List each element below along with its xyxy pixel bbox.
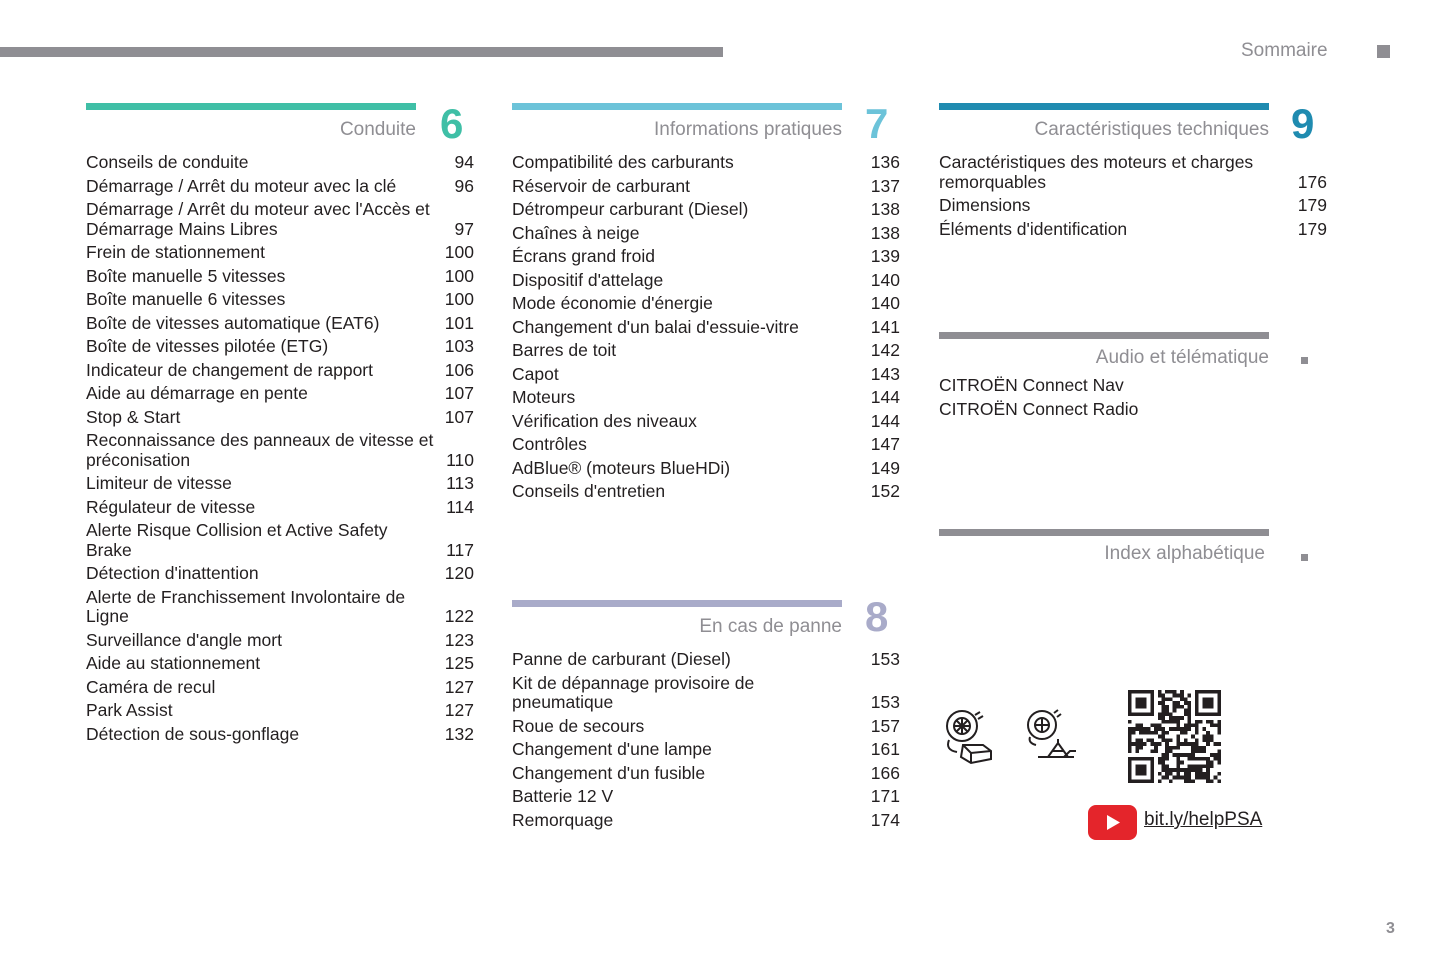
toc-entry-page: 147 [870,434,900,454]
page-number: 3 [1386,920,1395,937]
toc-entry-page: 117 [446,539,474,560]
toc-entry[interactable] [86,200,474,243]
toc-entry[interactable] [512,674,900,717]
toc-entry-page: 171 [870,786,900,806]
section-color-bar [939,529,1269,536]
toc-entry-label: Aide au démarrage en pente [86,383,308,403]
toc-entry-label: Moteurs [512,387,576,407]
toc-entry-page: 179 [1297,195,1327,215]
toc-list [86,153,474,748]
toc-entry[interactable] [86,588,474,631]
toc-entry-page: 100 [444,289,474,309]
toc-entry-label: Stop & Start [86,406,181,427]
toc-entry[interactable] [86,314,474,338]
toc-entry-label: Roue de secours [512,715,645,736]
toc-entry-label: Démarrage / Arrêt du moteur avec l'Accès et Démarrage Mains Libres [86,199,430,239]
toc-entry-page: 157 [870,715,900,736]
toc-entry[interactable] [512,459,900,483]
toc-entry-page: 106 [444,359,474,380]
youtube-icon[interactable] [1088,805,1137,840]
toc-entry-label: Détrompeur carburant (Diesel) [512,199,749,219]
toc-entry[interactable] [86,725,474,749]
toc-entry-page: 107 [444,406,474,427]
toc-entry-page: 144 [870,410,900,431]
toc-entry-label: Capot [512,363,559,384]
toc-entry[interactable] [512,787,900,811]
toc-entry-label: Détection de sous-gonflage [86,723,300,744]
toc-entry-page: 132 [444,723,474,744]
toc-entry-label: Barres de toit [512,340,617,360]
section-number: 6 [440,100,464,147]
toc-entry[interactable] [512,811,900,835]
toc-entry[interactable] [86,654,474,678]
toc-entry-page: 139 [870,246,900,266]
section-title: Audio et télématique [1095,347,1269,368]
toc-entry[interactable] [86,431,474,474]
toc-entry[interactable] [939,196,1327,220]
toc-entry-label: Vérification des niveaux [512,410,697,431]
toc-entry-page: 144 [870,387,900,407]
toc-entry-label: Limiteur de vitesse [86,473,232,493]
qr-code[interactable] [1128,690,1221,783]
toc-entry-page: 127 [444,700,474,720]
toc-list [512,650,900,834]
toc-entry[interactable] [86,267,474,291]
section-title: Informations pratiques [654,119,842,140]
toc-entry-page: 136 [870,152,900,172]
toc-entry-label: Mode économie d'énergie [512,293,713,313]
toc-entry-page: 179 [1297,218,1327,239]
section-number: 9 [1291,100,1315,147]
help-link[interactable]: bit.ly/helpPSA [1144,809,1263,830]
toc-entry-label: Aide au stationnement [86,653,261,673]
toc-entry-label: Batterie 12 V [512,786,614,806]
section-color-bar [939,103,1269,110]
toc-entry[interactable] [512,482,900,506]
toc-entry-label: Alerte de Franchissement Involontaire de Ligne [86,586,406,626]
toc-entry-page: 114 [446,496,474,517]
section-color-bar [512,103,842,110]
toc-entry-page: 143 [870,363,900,384]
toc-entry[interactable] [512,200,900,224]
toc-list [512,153,900,506]
toc-entry[interactable] [86,384,474,408]
toc-entry[interactable] [512,294,900,318]
toc-entry-label: Réservoir de carburant [512,175,690,196]
section-color-bar [512,600,842,607]
toc-entry[interactable] [939,220,1327,244]
toc-entry-label: Caractéristiques des moteurs et charges remorquables [939,152,1254,192]
toc-entry-label: Contrôles [512,434,587,454]
toc-entry-label: Dispositif d'attelage [512,269,664,290]
toc-entry-page: 103 [444,336,474,356]
toc-entry-page: 94 [454,152,474,172]
toc-entry-page: 125 [444,653,474,673]
toc-entry-page: 140 [870,293,900,313]
toc-entry-label: CITROËN Connect Nav [939,375,1124,395]
toc-entry[interactable] [512,271,900,295]
toc-entry[interactable] [512,177,900,201]
toc-list [939,153,1327,243]
toc-entry-page: 96 [454,175,474,196]
toc-entry-label: Remorquage [512,809,614,830]
toc-entry-page: 152 [870,481,900,501]
toc-entry-label: Changement d'un balai d'essuie-vitre [512,316,799,337]
toc-entry-label: Démarrage / Arrêt du moteur avec la clé [86,175,397,196]
toc-entry-label: Boîte manuelle 6 vitesses [86,289,286,309]
toc-entry-page: 140 [870,269,900,290]
toc-entry-page: 153 [870,692,900,712]
toc-entry[interactable] [512,224,900,248]
toc-entry-page: 100 [444,265,474,286]
toc-entry[interactable] [939,400,1269,424]
toc-entry[interactable] [86,521,474,564]
toc-entry-page: 120 [444,563,474,583]
toc-entry-page: 138 [870,199,900,219]
toc-entry[interactable] [86,153,474,177]
toc-entry-label: Régulateur de vitesse [86,496,256,517]
toc-entry-label: Alerte Risque Collision et Active Safety Brake [86,520,388,560]
header-square-icon [1377,45,1390,58]
toc-entry[interactable] [512,341,900,365]
toc-entry-page: 97 [454,218,474,239]
toc-entry[interactable] [512,435,900,459]
toc-entry-label: Boîte manuelle 5 vitesses [86,265,286,286]
toc-entry-label: Frein de stationnement [86,242,265,262]
section-title: Caractéristiques techniques [1034,119,1269,140]
toc-entry-label: Conseils d'entretien [512,481,666,501]
toc-entry-label: Dimensions [939,195,1031,215]
toc-entry[interactable] [86,564,474,588]
toc-entry-label: AdBlue® (moteurs BlueHDi) [512,457,731,478]
toc-entry[interactable] [86,408,474,432]
toc-entry-page: 123 [444,629,474,650]
toc-entry-label: Changement d'un fusible [512,762,706,783]
toc-entry-page: 110 [446,449,474,470]
toc-entry-label: Caméra de recul [86,676,216,697]
toc-entry[interactable] [512,365,900,389]
toc-entry-label: Boîte de vitesses automatique (EAT6) [86,312,380,333]
toc-entry-page: 101 [444,312,474,333]
section-title: Conduite [339,119,416,140]
toc-entry-label: Panne de carburant (Diesel) [512,649,731,669]
toc-entry[interactable] [939,153,1327,196]
toc-entry-label: Reconnaissance des panneaux de vitesse et préconisation [86,430,434,470]
toc-entry[interactable] [512,764,900,788]
toc-entry-page: 176 [1297,171,1327,192]
header-title: Sommaire [1241,40,1328,61]
toc-entry-label: Écrans grand froid [512,246,655,266]
toc-entry-label: Changement d'une lampe [512,739,712,759]
toc-entry-label: CITROËN Connect Radio [939,398,1139,419]
tyre-repair-kit-icon [941,707,997,769]
section-title: En cas de panne [699,616,842,637]
toc-entry-page: 113 [446,473,474,493]
toc-entry[interactable] [512,650,900,674]
toc-list [939,376,1269,423]
toc-entry-label: Compatibilité des carburants [512,152,734,172]
toc-entry-page: 122 [444,606,474,626]
toc-entry[interactable] [86,474,474,498]
toc-entry-page: 100 [444,242,474,262]
toc-entry-page: 153 [870,649,900,669]
toc-entry-page: 107 [444,383,474,403]
toc-entry[interactable] [512,153,900,177]
toc-entry[interactable] [512,412,900,436]
toc-entry[interactable] [86,243,474,267]
section-color-bar [939,332,1269,339]
toc-entry[interactable] [512,318,900,342]
toc-entry[interactable] [86,361,474,385]
toc-entry[interactable] [512,388,900,412]
toc-entry-page: 142 [870,340,900,360]
toc-entry-label: Conseils de conduite [86,152,249,172]
header-bar [0,47,723,57]
toc-entry-page: 174 [870,809,900,830]
toc-entry-page: 141 [870,316,900,337]
toc-entry[interactable] [86,177,474,201]
toc-entry[interactable] [86,678,474,702]
spare-wheel-jack-icon [1024,707,1080,769]
toc-entry-label: Détection d'inattention [86,563,259,583]
toc-entry[interactable] [512,717,900,741]
section-square-icon [1301,357,1308,364]
toc-entry[interactable] [86,631,474,655]
toc-entry-label: Indicateur de changement de rapport [86,359,373,380]
section-number: 7 [865,100,889,147]
toc-entry-page: 161 [870,739,900,759]
toc-entry-page: 166 [870,762,900,783]
toc-entry[interactable] [86,290,474,314]
toc-entry[interactable] [939,376,1269,400]
section-square-icon [1301,554,1308,561]
toc-entry[interactable] [512,740,900,764]
toc-entry-label: Kit de dépannage provisoire de pneumatique [512,672,755,712]
toc-entry-page: 127 [444,676,474,697]
toc-entry-page: 138 [870,222,900,243]
toc-entry[interactable] [86,498,474,522]
toc-entry[interactable] [86,337,474,361]
toc-entry-label: Boîte de vitesses pilotée (ETG) [86,336,329,356]
toc-entry-label: Éléments d'identification [939,218,1128,239]
toc-entry-label: Chaînes à neige [512,222,640,243]
toc-entry-page: 137 [870,175,900,196]
section-title: Index alphabétique [1104,543,1265,564]
toc-entry[interactable] [512,247,900,271]
toc-entry-label: Park Assist [86,700,173,720]
toc-entry-label: Surveillance d'angle mort [86,629,282,650]
section-number: 8 [865,593,889,640]
section-color-bar [86,103,416,110]
toc-entry[interactable] [86,701,474,725]
toc-entry-page: 149 [870,457,900,478]
